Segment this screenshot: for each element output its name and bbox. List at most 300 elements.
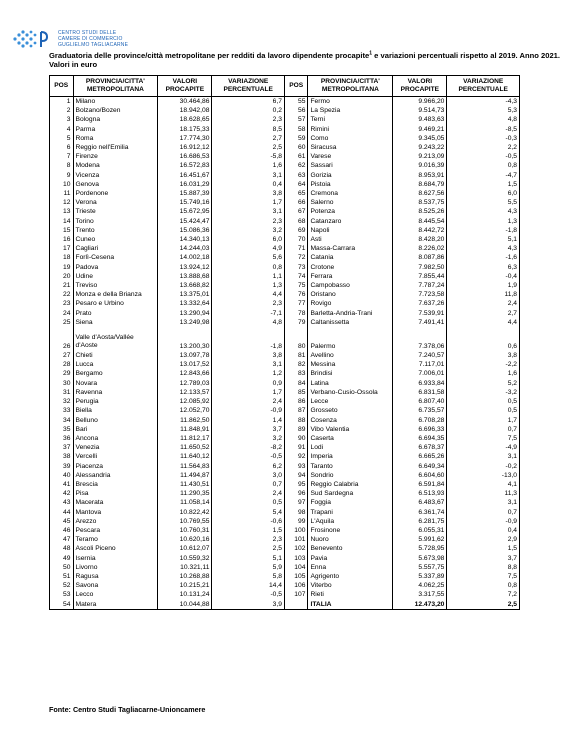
cell-pos: 85 xyxy=(284,388,308,397)
cell-value: 7.855,44 xyxy=(393,272,447,281)
cell-name: Pistoia xyxy=(308,180,393,189)
cell-variation: 5,6 xyxy=(212,253,285,262)
cell-pos: 35 xyxy=(50,425,74,434)
cell-pos: 80 xyxy=(284,327,308,351)
col-header-pos: POS xyxy=(50,76,74,97)
cell-variation: -4,9 xyxy=(447,443,520,452)
cell-pos: 56 xyxy=(284,106,308,115)
cell-variation: -1,8 xyxy=(447,226,520,235)
cell-name: Reggio nell'Emilia xyxy=(73,143,158,152)
cell-variation: 1,5 xyxy=(212,526,285,535)
cell-name: Brindisi xyxy=(308,369,393,378)
table-header-row xyxy=(50,76,520,97)
cell-name: Piacenza xyxy=(73,462,158,471)
cell-name: Vibo Valentia xyxy=(308,425,393,434)
cell-variation: 2,5 xyxy=(447,600,520,610)
cell-pos: 40 xyxy=(50,471,74,480)
cell-name: Matera xyxy=(73,600,158,610)
cell-value: 13.332,64 xyxy=(158,299,212,308)
cell-name: Enna xyxy=(308,563,393,572)
cell-variation: 3,8 xyxy=(212,351,285,360)
cell-name: Cagliari xyxy=(73,244,158,253)
cell-value: 15.887,39 xyxy=(158,189,212,198)
cell-name: Avellino xyxy=(308,351,393,360)
cell-name: Bari xyxy=(73,425,158,434)
cell-value: 7.982,50 xyxy=(393,263,447,272)
cell-name: Chieti xyxy=(73,351,158,360)
cell-variation: 3,1 xyxy=(447,498,520,507)
cell-value: 14.244,03 xyxy=(158,244,212,253)
cell-pos: 92 xyxy=(284,452,308,461)
cell-name: Asti xyxy=(308,235,393,244)
cell-variation: 3,0 xyxy=(212,471,285,480)
col-header-pos: POS xyxy=(284,76,308,97)
cell-value: 15.424,47 xyxy=(158,217,212,226)
cell-name: Macerata xyxy=(73,498,158,507)
cell-variation: -0,5 xyxy=(212,590,285,599)
cell-value: 9.966,20 xyxy=(393,97,447,107)
logo-line: CAMERE DI COMMERCIO xyxy=(58,36,123,42)
cell-value: 12.789,03 xyxy=(158,379,212,388)
cell-pos: 93 xyxy=(284,462,308,471)
cell-pos: 63 xyxy=(284,171,308,180)
source-note: Fonte: Centro Studi Tagliacarne-Unioncamere xyxy=(49,705,206,714)
cell-pos: 12 xyxy=(50,198,74,207)
cell-name: Biella xyxy=(73,406,158,415)
cell-pos: 100 xyxy=(284,526,308,535)
cell-pos: 23 xyxy=(50,299,74,308)
cell-name: Cosenza xyxy=(308,416,393,425)
cell-pos: 42 xyxy=(50,489,74,498)
cell-variation: 7,2 xyxy=(447,590,520,599)
cell-variation: 2,5 xyxy=(212,544,285,553)
cell-variation: 1,7 xyxy=(447,416,520,425)
table-row xyxy=(50,535,520,544)
cell-value: 6.483,67 xyxy=(393,498,447,507)
cell-variation: 0,6 xyxy=(447,327,520,351)
col-header-name: PROVINCIA/CITTA' METROPOLITANA xyxy=(308,76,393,97)
cell-value: 6.649,34 xyxy=(393,462,447,471)
cell-name: Savona xyxy=(73,581,158,590)
cell-pos: 33 xyxy=(50,406,74,415)
table-row xyxy=(50,309,520,318)
cell-pos: 57 xyxy=(284,115,308,124)
cell-name: Monza e della Brianza xyxy=(73,290,158,299)
cell-pos: 19 xyxy=(50,263,74,272)
cell-variation: 2,4 xyxy=(212,397,285,406)
cell-value: 11.862,50 xyxy=(158,416,212,425)
cell-name: Sondrio xyxy=(308,471,393,480)
cell-value: 6.361,74 xyxy=(393,508,447,517)
cell-pos: 32 xyxy=(50,397,74,406)
cell-pos: 44 xyxy=(50,508,74,517)
cell-name: Oristano xyxy=(308,290,393,299)
cell-variation: -1,6 xyxy=(447,253,520,262)
cell-value: 16.451,67 xyxy=(158,171,212,180)
cell-value: 10.215,21 xyxy=(158,581,212,590)
cell-value: 13.888,68 xyxy=(158,272,212,281)
cell-name: Trapani xyxy=(308,508,393,517)
cell-pos: 77 xyxy=(284,299,308,308)
cell-variation: 1,6 xyxy=(447,369,520,378)
cell-variation: 0,5 xyxy=(447,397,520,406)
cell-name: Barletta-Andria-Trani xyxy=(308,309,393,318)
table-row xyxy=(50,498,520,507)
cell-name: Forlì-Cesena xyxy=(73,253,158,262)
cell-variation: 5,3 xyxy=(447,106,520,115)
cell-value: 13.200,30 xyxy=(158,327,212,351)
cell-pos: 90 xyxy=(284,434,308,443)
cell-pos: 87 xyxy=(284,406,308,415)
table-row xyxy=(50,462,520,471)
cell-pos: 49 xyxy=(50,554,74,563)
cell-variation: -0,2 xyxy=(447,462,520,471)
cell-pos: 55 xyxy=(284,97,308,107)
cell-name: Crotone xyxy=(308,263,393,272)
cell-pos: 53 xyxy=(50,590,74,599)
logo-text xyxy=(58,30,168,48)
cell-name: Nuoro xyxy=(308,535,393,544)
cell-variation: 5,8 xyxy=(212,572,285,581)
cell-variation: 8,8 xyxy=(447,563,520,572)
cell-variation: 2,3 xyxy=(212,299,285,308)
table-row xyxy=(50,397,520,406)
cell-name: Massa-Carrara xyxy=(308,244,393,253)
cell-variation: 14,4 xyxy=(212,581,285,590)
cell-name: Pavia xyxy=(308,554,393,563)
table-row xyxy=(50,281,520,290)
cell-value: 16.912,12 xyxy=(158,143,212,152)
cell-pos: 21 xyxy=(50,281,74,290)
cell-name: Siena xyxy=(73,318,158,327)
cell-name: Lucca xyxy=(73,360,158,369)
cell-variation: 1,2 xyxy=(212,369,285,378)
cell-value: 13.924,12 xyxy=(158,263,212,272)
cell-value: 11.564,83 xyxy=(158,462,212,471)
table-row xyxy=(50,143,520,152)
cell-variation: 4,3 xyxy=(447,244,520,253)
cell-name: Venezia xyxy=(73,443,158,452)
cell-name: Rieti xyxy=(308,590,393,599)
tagliacarne-logo-icon xyxy=(11,28,55,50)
table-row xyxy=(50,434,520,443)
cell-value: 8.627,56 xyxy=(393,189,447,198)
cell-pos: 69 xyxy=(284,226,308,235)
cell-variation: 0,7 xyxy=(447,425,520,434)
cell-value: 10.760,31 xyxy=(158,526,212,535)
cell-variation: 0,9 xyxy=(212,379,285,388)
cell-name: Trento xyxy=(73,226,158,235)
cell-pos: 79 xyxy=(284,318,308,327)
cell-value: 11.494,87 xyxy=(158,471,212,480)
cell-name: Livorno xyxy=(73,563,158,572)
cell-pos: 29 xyxy=(50,369,74,378)
cell-value: 7.378,06 xyxy=(393,327,447,351)
cell-name: Cremona xyxy=(308,189,393,198)
cell-variation: 1,6 xyxy=(212,161,285,170)
cell-variation: -0,5 xyxy=(212,452,285,461)
logo-line: GUGLIELMO TAGLIACARNE xyxy=(58,42,129,48)
cell-value: 6.735,57 xyxy=(393,406,447,415)
cell-pos: 46 xyxy=(50,526,74,535)
cell-variation: 5,4 xyxy=(212,508,285,517)
cell-variation: -0,9 xyxy=(447,517,520,526)
cell-variation: 5,9 xyxy=(212,563,285,572)
cell-value: 10.131,24 xyxy=(158,590,212,599)
footnote-marker: 1 xyxy=(369,50,373,57)
cell-pos: 15 xyxy=(50,226,74,235)
cell-value: 10.268,88 xyxy=(158,572,212,581)
cell-value: 14.002,18 xyxy=(158,253,212,262)
cell-name: Sud Sardegna xyxy=(308,489,393,498)
cell-value: 11.430,51 xyxy=(158,480,212,489)
cell-pos: 84 xyxy=(284,379,308,388)
cell-pos: 10 xyxy=(50,180,74,189)
cell-variation: 5,1 xyxy=(447,235,520,244)
cell-value: 6.513,93 xyxy=(393,489,447,498)
cell-variation: 4,8 xyxy=(447,115,520,124)
table-row xyxy=(50,443,520,452)
cell-name: La Spezia xyxy=(308,106,393,115)
cell-name: Ferrara xyxy=(308,272,393,281)
cell-value: 7.006,01 xyxy=(393,369,447,378)
cell-pos: 99 xyxy=(284,517,308,526)
cell-pos: 94 xyxy=(284,471,308,480)
cell-value: 12.843,66 xyxy=(158,369,212,378)
table-row xyxy=(50,207,520,216)
table-row xyxy=(50,526,520,535)
cell-value: 13.017,52 xyxy=(158,360,212,369)
cell-value: 9.483,63 xyxy=(393,115,447,124)
cell-name: Fermo xyxy=(308,97,393,107)
cell-pos: 67 xyxy=(284,207,308,216)
cell-name: Reggio Calabria xyxy=(308,480,393,489)
cell-name: Campobasso xyxy=(308,281,393,290)
cell-name: Latina xyxy=(308,379,393,388)
cell-variation: -13,0 xyxy=(447,471,520,480)
cell-pos: 51 xyxy=(50,572,74,581)
cell-name: Taranto xyxy=(308,462,393,471)
cell-name: Modena xyxy=(73,161,158,170)
cell-pos: 14 xyxy=(50,217,74,226)
cell-variation: 1,3 xyxy=(447,217,520,226)
cell-name: Messina xyxy=(308,360,393,369)
cell-pos: 95 xyxy=(284,480,308,489)
cell-name: Rimini xyxy=(308,125,393,134)
cell-name: Verbano-Cusio-Ossola xyxy=(308,388,393,397)
cell-name: Mantova xyxy=(73,508,158,517)
cell-variation: 6,7 xyxy=(212,97,285,107)
cell-pos: 72 xyxy=(284,253,308,262)
cell-variation: 3,9 xyxy=(212,600,285,610)
table-row xyxy=(50,544,520,553)
cell-value: 16.031,29 xyxy=(158,180,212,189)
cell-pos: 34 xyxy=(50,416,74,425)
cell-value: 17.774,30 xyxy=(158,134,212,143)
cell-value: 15.086,36 xyxy=(158,226,212,235)
cell-value: 6.055,31 xyxy=(393,526,447,535)
cell-variation: -0,3 xyxy=(447,134,520,143)
cell-variation: 3,1 xyxy=(212,171,285,180)
cell-name: Palermo xyxy=(308,327,393,351)
cell-name: Trieste xyxy=(73,207,158,216)
cell-pos: 26 xyxy=(50,327,74,351)
cell-pos: 47 xyxy=(50,535,74,544)
cell-variation: 2,7 xyxy=(212,134,285,143)
cell-value: 30.464,86 xyxy=(158,97,212,107)
cell-variation: -0,4 xyxy=(447,272,520,281)
cell-name: Agrigento xyxy=(308,572,393,581)
cell-value: 6.831,58 xyxy=(393,388,447,397)
cell-name: Arezzo xyxy=(73,517,158,526)
cell-value: 13.290,94 xyxy=(158,309,212,318)
table-row xyxy=(50,508,520,517)
cell-pos: 58 xyxy=(284,125,308,134)
table-row xyxy=(50,425,520,434)
cell-name: Gorizia xyxy=(308,171,393,180)
cell-pos: 59 xyxy=(284,134,308,143)
table-row xyxy=(50,489,520,498)
cell-name: Treviso xyxy=(73,281,158,290)
cell-variation: -1,8 xyxy=(212,327,285,351)
cell-value: 12.052,70 xyxy=(158,406,212,415)
table-row xyxy=(50,351,520,360)
cell-pos: 3 xyxy=(50,115,74,124)
cell-name: Vercelli xyxy=(73,452,158,461)
cell-value: 10.822,42 xyxy=(158,508,212,517)
table-row xyxy=(50,600,520,610)
cell-pos xyxy=(284,600,308,610)
cell-pos: 88 xyxy=(284,416,308,425)
cell-variation: 6,2 xyxy=(212,462,285,471)
cell-pos: 54 xyxy=(50,600,74,610)
cell-value: 11.812,17 xyxy=(158,434,212,443)
cell-name: Foggia xyxy=(308,498,393,507)
cell-value: 10.620,16 xyxy=(158,535,212,544)
cell-name: Grosseto xyxy=(308,406,393,415)
cell-pos: 52 xyxy=(50,581,74,590)
cell-name: Pisa xyxy=(73,489,158,498)
cell-name: Ravenna xyxy=(73,388,158,397)
cell-pos: 7 xyxy=(50,152,74,161)
table-row xyxy=(50,327,520,351)
cell-name: Milano xyxy=(73,97,158,107)
cell-value: 6.807,40 xyxy=(393,397,447,406)
cell-name: Lecco xyxy=(73,590,158,599)
cell-pos: 1 xyxy=(50,97,74,107)
cell-name: Valle d'Aosta/Vallée d'Aoste xyxy=(73,327,158,351)
cell-value: 8.442,72 xyxy=(393,226,447,235)
cell-value: 12.133,57 xyxy=(158,388,212,397)
cell-value: 5.673,98 xyxy=(393,554,447,563)
cell-value: 7.240,57 xyxy=(393,351,447,360)
cell-pos: 107 xyxy=(284,590,308,599)
cell-name: Firenze xyxy=(73,152,158,161)
cell-pos: 2 xyxy=(50,106,74,115)
title-text: Graduatoria delle province/città metropolitane per redditi da lavoro dipendente procapite xyxy=(49,51,370,60)
cell-variation: 2,9 xyxy=(447,535,520,544)
cell-variation: 1,3 xyxy=(212,281,285,290)
cell-pos: 22 xyxy=(50,290,74,299)
cell-variation: 5,2 xyxy=(447,379,520,388)
cell-variation: 3,8 xyxy=(212,189,285,198)
cell-pos: 65 xyxy=(284,189,308,198)
cell-name: Catania xyxy=(308,253,393,262)
cell-name: Brescia xyxy=(73,480,158,489)
cell-name: Ragusa xyxy=(73,572,158,581)
cell-pos: 37 xyxy=(50,443,74,452)
cell-pos: 43 xyxy=(50,498,74,507)
cell-name: Bolzano/Bozen xyxy=(73,106,158,115)
table-row xyxy=(50,115,520,124)
cell-pos: 31 xyxy=(50,388,74,397)
cell-name: Torino xyxy=(73,217,158,226)
cell-name: Bologna xyxy=(73,115,158,124)
cell-pos: 102 xyxy=(284,544,308,553)
cell-variation: 0,5 xyxy=(212,498,285,507)
cell-value: 7.637,26 xyxy=(393,299,447,308)
cell-variation: -5,8 xyxy=(212,152,285,161)
cell-variation: 0,5 xyxy=(447,406,520,415)
cell-pos: 70 xyxy=(284,235,308,244)
cell-value: 8.953,91 xyxy=(393,171,447,180)
cell-pos: 82 xyxy=(284,360,308,369)
col-header-var: VARIAZIONE PERCENTUALE xyxy=(212,76,285,97)
cell-variation: 4,1 xyxy=(447,480,520,489)
table-row xyxy=(50,290,520,299)
cell-variation: 3,2 xyxy=(212,434,285,443)
cell-name: Prato xyxy=(73,309,158,318)
table-row xyxy=(50,217,520,226)
cell-variation: 2,4 xyxy=(212,489,285,498)
cell-variation: 1,7 xyxy=(212,198,285,207)
cell-name: Teramo xyxy=(73,535,158,544)
cell-pos: 18 xyxy=(50,253,74,262)
cell-pos: 66 xyxy=(284,198,308,207)
cell-variation: 8,5 xyxy=(212,125,285,134)
cell-name: Lodi xyxy=(308,443,393,452)
cell-variation: -0,9 xyxy=(212,406,285,415)
col-header-var: VARIAZIONE PERCENTUALE xyxy=(447,76,520,97)
cell-name: Genova xyxy=(73,180,158,189)
cell-name: Salerno xyxy=(308,198,393,207)
cell-name: Terni xyxy=(308,115,393,124)
cell-pos: 71 xyxy=(284,244,308,253)
cell-variation: 1,7 xyxy=(212,388,285,397)
cell-value: 8.684,79 xyxy=(393,180,447,189)
table-row xyxy=(50,379,520,388)
cell-value: 11.650,52 xyxy=(158,443,212,452)
cell-name: Sassari xyxy=(308,161,393,170)
cell-pos: 24 xyxy=(50,309,74,318)
cell-variation: -0,6 xyxy=(212,517,285,526)
cell-value: 10.769,55 xyxy=(158,517,212,526)
table-row xyxy=(50,388,520,397)
cell-name: Varese xyxy=(308,152,393,161)
cell-variation: 2,5 xyxy=(212,143,285,152)
header-logo xyxy=(11,26,161,54)
cell-value: 5.728,95 xyxy=(393,544,447,553)
cell-name: Pesaro e Urbino xyxy=(73,299,158,308)
cell-name: Verona xyxy=(73,198,158,207)
cell-name: L'Aquila xyxy=(308,517,393,526)
cell-value: 15.672,95 xyxy=(158,207,212,216)
cell-variation: 2,7 xyxy=(447,309,520,318)
cell-pos: 28 xyxy=(50,360,74,369)
cell-variation: 0,8 xyxy=(447,581,520,590)
cell-variation: 2,3 xyxy=(212,535,285,544)
cell-value: 16.686,53 xyxy=(158,152,212,161)
